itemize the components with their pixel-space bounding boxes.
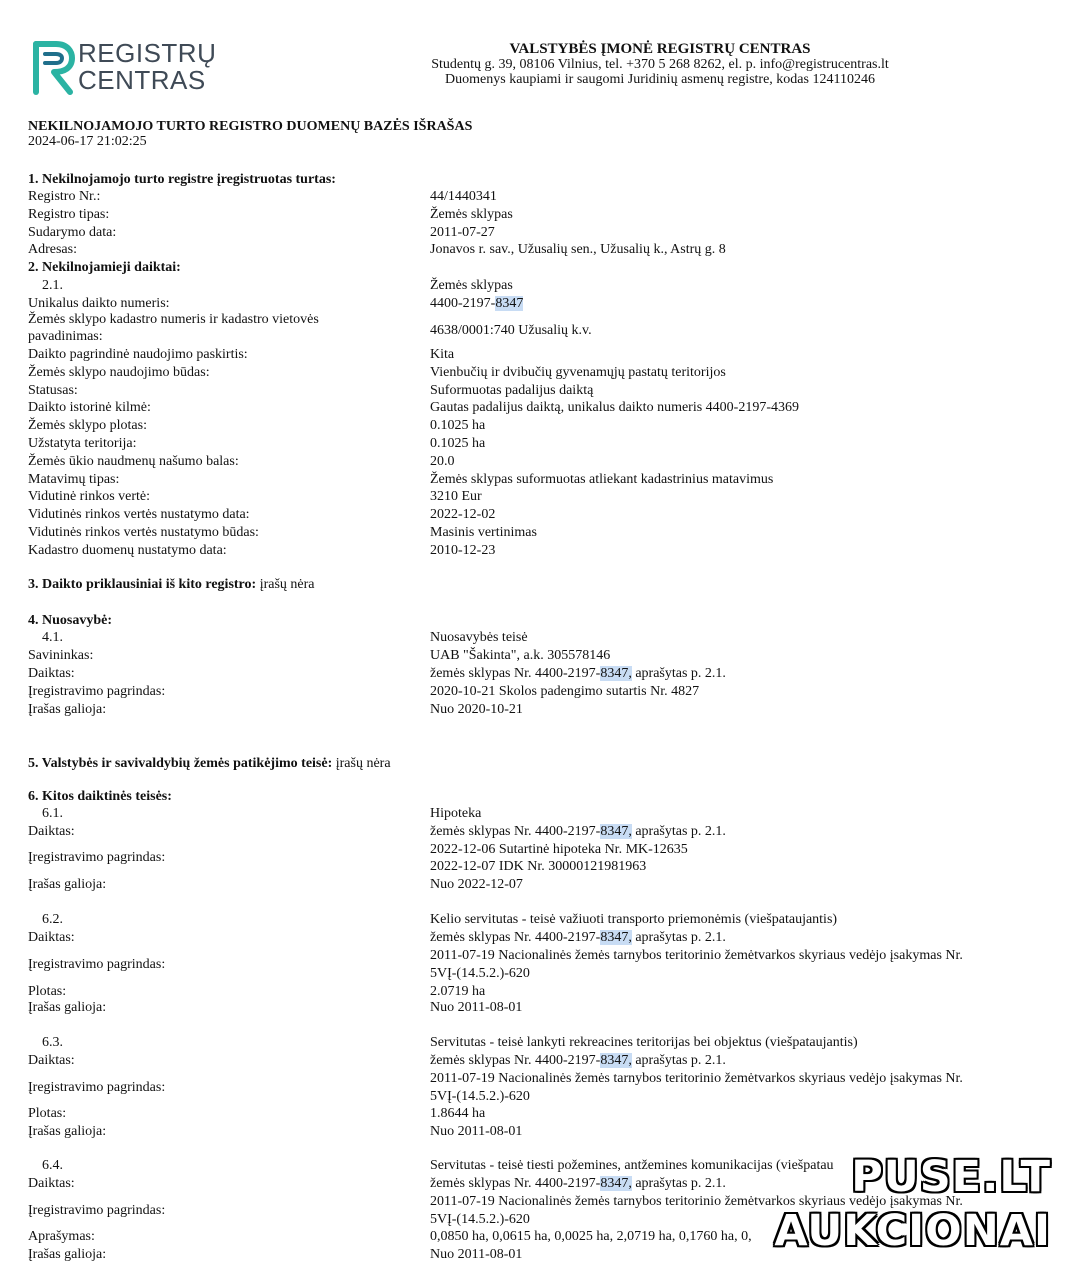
item-number: 6.3. bbox=[42, 1035, 63, 1050]
section-3-status: įrašų nėra bbox=[256, 577, 315, 592]
field-value: 2011-07-27 bbox=[430, 225, 495, 240]
object-value bbox=[430, 666, 1030, 682]
field-value: Nuo 2011-08-01 bbox=[430, 1124, 523, 1139]
uid-prefix: 4400-2197- bbox=[430, 296, 496, 311]
field-label: Įrašas galioja: bbox=[28, 877, 107, 892]
basis-line-1: 2022-12-06 Sutartinė hipoteka Nr. MK-12635 bbox=[430, 842, 688, 857]
object-highlight: 8347, bbox=[600, 1176, 632, 1191]
unique-number-value bbox=[430, 296, 1030, 312]
field-label: Daiktas: bbox=[28, 1176, 75, 1191]
field-label: Vidutinės rinkos vertės nustatymo būdas: bbox=[28, 525, 259, 540]
field-value: Žemės sklypas suformuotas atliekant kadastrinius matavimus bbox=[430, 472, 774, 487]
document-date: 2024-06-17 21:02:25 bbox=[28, 134, 147, 149]
field-label: Sudarymo data: bbox=[28, 225, 117, 240]
object-suffix: aprašytas p. 2.1. bbox=[631, 1053, 726, 1068]
section-2-heading: 2. Nekilnojamieji daiktai: bbox=[28, 260, 181, 275]
object-prefix: žemės sklypas Nr. 4400-2197- bbox=[430, 1053, 601, 1068]
field-label: Registro tipas: bbox=[28, 207, 110, 222]
field-value: 0,0850 ha, 0,0615 ha, 0,0025 ha, 2,0719 ha, 0,1760 ha, 0, bbox=[430, 1229, 752, 1244]
basis-line-1: 2011-07-19 Nacionalinės žemės tarnybos teritorinio žemėtvarkos skyriaus vedėjo įsakymas Nr. bbox=[430, 1071, 963, 1086]
watermark-line-1: PUSE.LT bbox=[851, 1152, 1051, 1202]
field-label: Įrašas galioja: bbox=[28, 702, 107, 717]
object-prefix: žemės sklypas Nr. 4400-2197- bbox=[430, 824, 601, 839]
item-number: 2.1. bbox=[42, 278, 63, 293]
item-number: 4.1. bbox=[42, 630, 63, 645]
field-label: Įregistravimo pagrindas: bbox=[28, 1203, 166, 1218]
logo-line-1: REGISTRŲ bbox=[78, 38, 217, 68]
registru-centras-logo bbox=[32, 38, 217, 98]
field-label: Plotas: bbox=[28, 984, 67, 999]
field-label: Plotas: bbox=[28, 1106, 67, 1121]
field-label: Daikto istorinė kilmė: bbox=[28, 400, 151, 415]
field-label: Daiktas: bbox=[28, 930, 75, 945]
item-value: Nuosavybės teisė bbox=[430, 630, 528, 645]
field-label: Įrašas galioja: bbox=[28, 1124, 107, 1139]
field-label: Daiktas: bbox=[28, 824, 75, 839]
item-number: 6.1. bbox=[42, 806, 63, 821]
field-label: Matavimų tipas: bbox=[28, 472, 120, 487]
logo-r-icon bbox=[32, 38, 76, 96]
basis-line-2: 5VĮ-(14.5.2.)-620 bbox=[430, 1212, 530, 1227]
field-value: Nuo 2022-12-07 bbox=[430, 877, 523, 892]
field-label: Adresas: bbox=[28, 242, 77, 257]
object-suffix: aprašytas p. 2.1. bbox=[631, 824, 726, 839]
field-value: Masinis vertinimas bbox=[430, 525, 537, 540]
section-5-heading bbox=[28, 756, 391, 772]
field-label: Unikalus daikto numeris: bbox=[28, 296, 170, 311]
company-header bbox=[400, 42, 920, 87]
logo-line-2: CENTRAS bbox=[78, 65, 206, 95]
basis-line-1: 2011-07-19 Nacionalinės žemės tarnybos teritorinio žemėtvarkos skyriaus vedėjo įsakymas Nr. bbox=[430, 948, 963, 963]
object-prefix: žemės sklypas Nr. 4400-2197- bbox=[430, 1176, 601, 1191]
field-value: 44/1440341 bbox=[430, 189, 497, 204]
section-6-heading: 6. Kitos daiktinės teisės: bbox=[28, 789, 172, 804]
field-label: Savininkas: bbox=[28, 648, 94, 663]
company-name: VALSTYBĖS ĮMONĖ REGISTRŲ CENTRAS bbox=[509, 41, 811, 57]
field-value: UAB "Šakinta", a.k. 305578146 bbox=[430, 648, 611, 663]
field-label: pavadinimas: bbox=[28, 329, 103, 344]
object-suffix: aprašytas p. 2.1. bbox=[631, 1176, 726, 1191]
field-value: 2010-12-23 bbox=[430, 543, 496, 558]
object-highlight: 8347, bbox=[600, 1053, 632, 1068]
section-5-title: 5. Valstybės ir savivaldybių žemės patikėjimo teisė: bbox=[28, 756, 333, 771]
field-value: Nuo 2011-08-01 bbox=[430, 1000, 523, 1015]
company-note: Duomenys kaupiami ir saugomi Juridinių asmenų registre, kodas 124110246 bbox=[445, 72, 875, 87]
field-label: Statusas: bbox=[28, 383, 78, 398]
field-value: 2020-10-21 Skolos padengimo sutartis Nr. 4827 bbox=[430, 684, 700, 699]
object-prefix: žemės sklypas Nr. 4400-2197- bbox=[430, 666, 601, 681]
field-label: Daiktas: bbox=[28, 666, 75, 681]
object-highlight: 8347, bbox=[600, 930, 632, 945]
item-value: Servitutas - teisė lankyti rekreacines teritorijas bei objektus (viešpataujantis) bbox=[430, 1035, 858, 1050]
field-value: 0.1025 ha bbox=[430, 436, 486, 451]
object-highlight: 8347, bbox=[600, 824, 632, 839]
field-value: 4638/0001:740 Užusalių k.v. bbox=[430, 323, 592, 338]
field-label: Žemės sklypo kadastro numeris ir kadastro vietovės bbox=[28, 312, 319, 327]
field-label: Aprašymas: bbox=[28, 1229, 95, 1244]
object-value bbox=[430, 824, 1030, 840]
field-label: Įregistravimo pagrindas: bbox=[28, 1080, 166, 1095]
field-label: Įregistravimo pagrindas: bbox=[28, 850, 166, 865]
field-label: Vidutinė rinkos vertė: bbox=[28, 489, 151, 504]
basis-line-2: 5VĮ-(14.5.2.)-620 bbox=[430, 966, 530, 981]
field-value: Nuo 2011-08-01 bbox=[430, 1247, 523, 1262]
item-value: Žemės sklypas bbox=[430, 278, 513, 293]
item-value: Hipoteka bbox=[430, 806, 482, 821]
object-value bbox=[430, 1053, 1030, 1069]
field-label: Registro Nr.: bbox=[28, 189, 101, 204]
basis-line-2: 2022-12-07 IDK Nr. 30000121981963 bbox=[430, 859, 647, 874]
section-3-heading bbox=[28, 577, 315, 593]
object-highlight: 8347, bbox=[600, 666, 632, 681]
section-4-heading: 4. Nuosavybė: bbox=[28, 613, 113, 628]
item-value: Kelio servitutas - teisė važiuoti transporto priemonėmis (viešpataujantis) bbox=[430, 912, 838, 927]
field-label: Daiktas: bbox=[28, 1053, 75, 1068]
field-label: Vidutinės rinkos vertės nustatymo data: bbox=[28, 507, 250, 522]
section-1-heading: 1. Nekilnojamojo turto registre įregistruotas turtas: bbox=[28, 172, 336, 187]
object-suffix: aprašytas p. 2.1. bbox=[631, 930, 726, 945]
field-value: Vienbučių ir dvibučių gyvenamųjų pastatų teritorijos bbox=[430, 365, 726, 380]
field-value: Žemės sklypas bbox=[430, 207, 513, 222]
object-suffix: aprašytas p. 2.1. bbox=[631, 666, 726, 681]
field-label: Įregistravimo pagrindas: bbox=[28, 957, 166, 972]
object-value bbox=[430, 930, 1030, 946]
uid-highlight: 8347 bbox=[495, 296, 524, 311]
basis-line-2: 5VĮ-(14.5.2.)-620 bbox=[430, 1089, 530, 1104]
field-value: Nuo 2020-10-21 bbox=[430, 702, 523, 717]
object-prefix: žemės sklypas Nr. 4400-2197- bbox=[430, 930, 601, 945]
field-value: Kita bbox=[430, 347, 455, 362]
item-value: Servitutas - teisė tiesti požemines, antžemines komunikacijas (viešpatau bbox=[430, 1158, 834, 1173]
field-value: Suformuotas padalijus daiktą bbox=[430, 383, 594, 398]
basis-line-1: 2011-07-19 Nacionalinės žemės tarnybos teritorinio žemėtvarkos skyriaus vedėjo įsakymas Nr. bbox=[430, 1194, 963, 1209]
field-label: Įregistravimo pagrindas: bbox=[28, 684, 166, 699]
field-label: Žemės ūkio naudmenų našumo balas: bbox=[28, 454, 239, 469]
field-label: Užstatyta teritorija: bbox=[28, 436, 137, 451]
field-label: Kadastro duomenų nustatymo data: bbox=[28, 543, 227, 558]
field-value: 2.0719 ha bbox=[430, 984, 486, 999]
watermark-line-2: AUKCIONAI bbox=[774, 1206, 1051, 1256]
section-5-status: įrašų nėra bbox=[332, 756, 391, 771]
field-label: Įrašas galioja: bbox=[28, 1000, 107, 1015]
field-label: Žemės sklypo naudojimo būdas: bbox=[28, 365, 210, 380]
item-number: 6.2. bbox=[42, 912, 63, 927]
field-value: 2022-12-02 bbox=[430, 507, 496, 522]
section-3-title: 3. Daikto priklausiniai iš kito registro: bbox=[28, 577, 257, 592]
field-label: Įrašas galioja: bbox=[28, 1247, 107, 1262]
field-value: Jonavos r. sav., Užusalių sen., Užusalių k., Astrų g. 8 bbox=[430, 242, 726, 257]
field-value: 3210 Eur bbox=[430, 489, 482, 504]
item-number: 6.4. bbox=[42, 1158, 63, 1173]
field-value: 0.1025 ha bbox=[430, 418, 486, 433]
field-value: 1.8644 ha bbox=[430, 1106, 486, 1121]
field-value: Gautas padalijus daiktą, unikalus daikto numeris 4400-2197-4369 bbox=[430, 400, 799, 415]
company-address: Studentų g. 39, 08106 Vilnius, tel. +370 5 268 8262, el. p. info@registrucentras.lt bbox=[431, 57, 889, 72]
document-title: NEKILNOJAMOJO TURTO REGISTRO DUOMENŲ BAZĖS IŠRAŠAS bbox=[28, 119, 473, 134]
field-value: 20.0 bbox=[430, 454, 455, 469]
field-label: Daikto pagrindinė naudojimo paskirtis: bbox=[28, 347, 248, 362]
field-label: Žemės sklypo plotas: bbox=[28, 418, 147, 433]
